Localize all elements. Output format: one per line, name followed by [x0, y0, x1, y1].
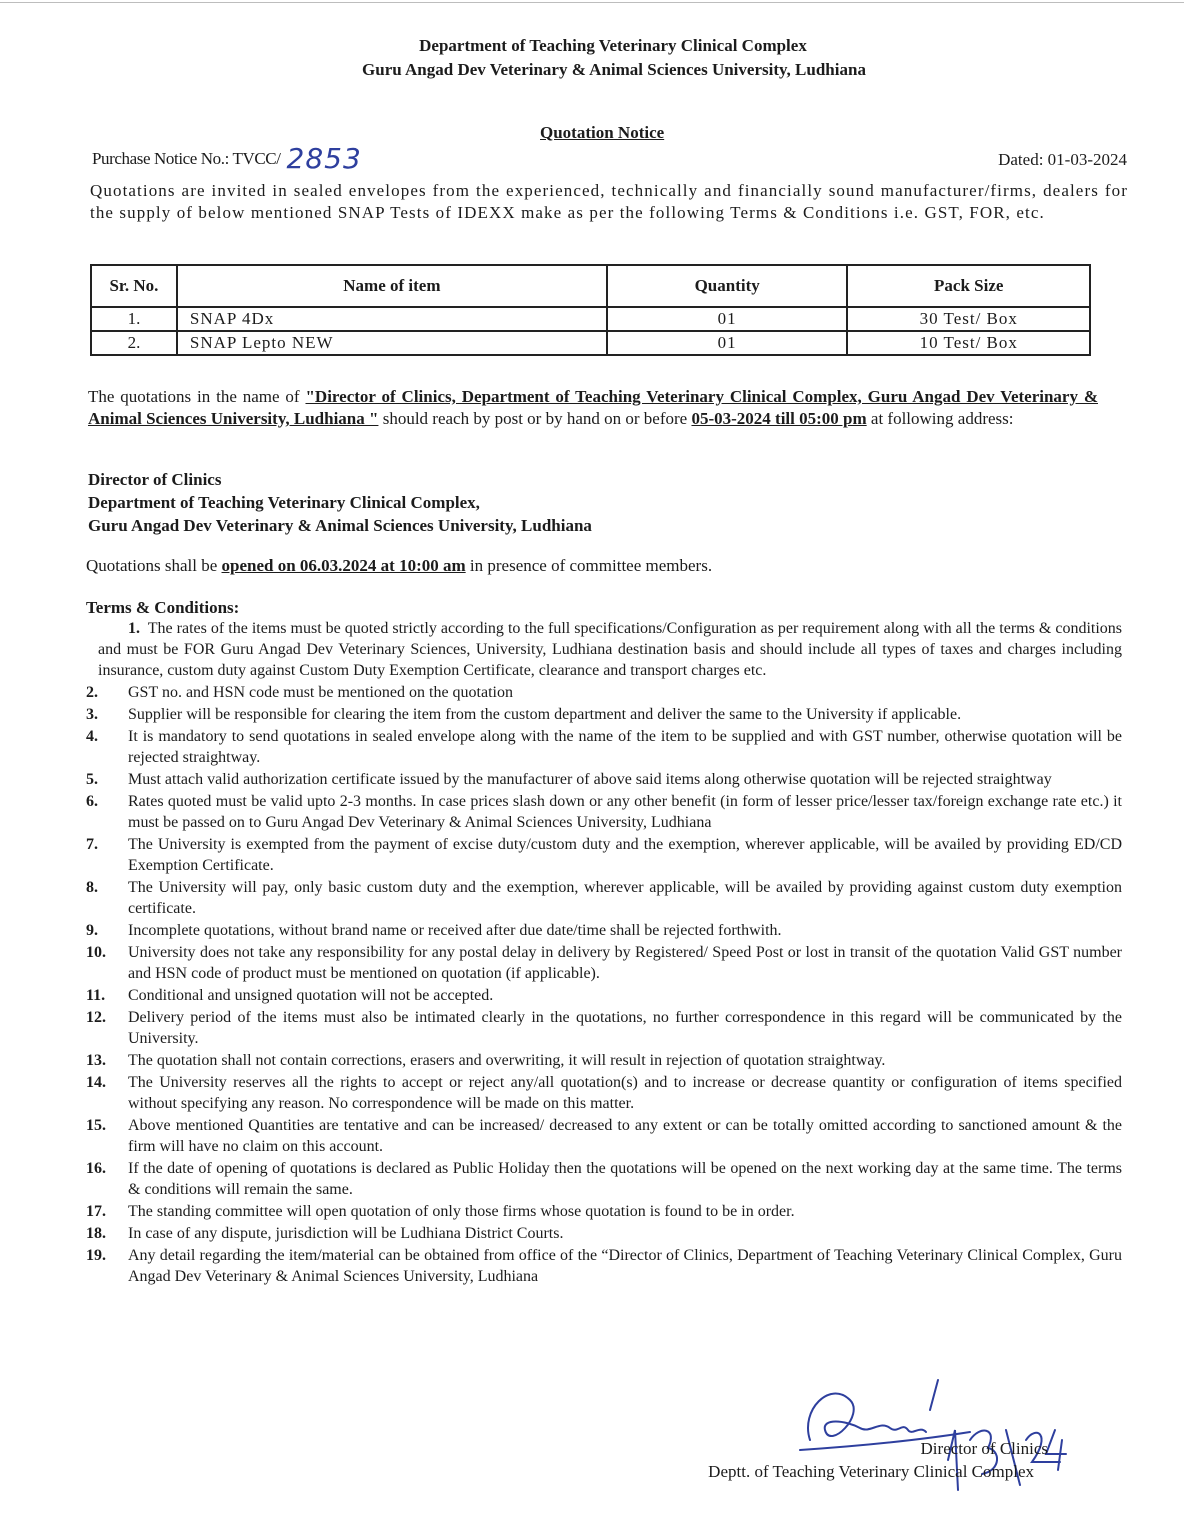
term-number: 5. — [86, 771, 98, 788]
header-item-name: Name of item — [177, 265, 607, 307]
term-text: The University reserves all the rights to accept or reject any/all quotation(s) and to increase or decrease quantity or configuration of items specified without specifying any reason. No correspondence will be made on this matter. — [128, 1074, 1122, 1112]
list-item — [76, 726, 1122, 768]
list-item — [76, 618, 1122, 681]
term-number: 11. — [86, 987, 106, 1004]
address-line-3: Guru Angad Dev Veterinary & Animal Sciences University, Ludhiana — [88, 516, 592, 535]
term-number: 12. — [86, 1009, 106, 1026]
opening-date: opened on 06.03.2024 at 10:00 am — [221, 556, 466, 575]
term-number: 16. — [86, 1160, 106, 1177]
cell-item-name: SNAP 4Dx — [177, 307, 607, 331]
address-line-2: Department of Teaching Veterinary Clinical Complex, — [88, 493, 480, 512]
list-item — [76, 834, 1122, 876]
header-pack-size: Pack Size — [847, 265, 1090, 307]
term-text: University does not take any responsibility for any postal delay in delivery by Registered/ Speed Post or lost in transit of the quotation Valid GST number and HSN code of product must be mentioned on quotation (if applicable). — [128, 944, 1122, 982]
list-item — [76, 1072, 1122, 1114]
submission-paragraph — [88, 386, 1098, 430]
list-item — [76, 769, 1122, 790]
submission-text: should reach by post or by hand on or before — [378, 409, 692, 428]
term-number: 19. — [86, 1247, 106, 1264]
intro-paragraph: Quotations are invited in sealed envelopes from the experienced, technically and financially sound manufacturer/firms, dealers for the supply of below mentioned SNAP Tests of IDEXX make as per the following Terms & Conditions i.e. GST, FOR, etc. — [90, 181, 1128, 222]
list-item — [76, 791, 1122, 833]
cell-pack-size: 30 Test/ Box — [847, 307, 1090, 331]
list-item — [76, 877, 1122, 919]
submission-text: at following address: — [866, 409, 1014, 428]
term-number: 1. — [128, 620, 140, 637]
list-item — [76, 942, 1122, 984]
header-sr-no: Sr. No. — [91, 265, 177, 307]
list-item — [76, 1007, 1122, 1049]
list-item — [76, 1050, 1122, 1071]
term-number: 14. — [86, 1074, 106, 1091]
term-number: 15. — [86, 1117, 106, 1134]
term-number: 10. — [86, 944, 106, 961]
term-text: Must attach valid authorization certificate issued by the manufacturer of above said items along otherwise quotation will be rejected straightway — [128, 771, 1052, 788]
list-item — [76, 704, 1122, 725]
items-table — [90, 264, 1091, 356]
term-text: Above mentioned Quantities are tentative and can be increased/ decreased to any extent or can be totally omitted according to sanctioned amount & the firm will have no claim on this account. — [128, 1117, 1122, 1155]
term-number: 8. — [86, 879, 98, 896]
cell-sr: 2. — [91, 331, 177, 355]
list-item — [76, 985, 1122, 1006]
signatory-title: Director of Clinics — [920, 1439, 1048, 1458]
list-item — [76, 682, 1122, 703]
term-text: It is mandatory to send quotations in sealed envelope along with the name of the item to be supplied and with GST number, otherwise quotation will be rejected straightway. — [128, 728, 1122, 766]
term-text: In case of any dispute, jurisdiction will be Ludhiana District Courts. — [128, 1225, 564, 1242]
notice-title: Quotation Notice — [540, 123, 665, 142]
term-number: 4. — [86, 728, 98, 745]
cell-quantity: 01 — [607, 331, 848, 355]
term-number: 18. — [86, 1225, 106, 1242]
term-text: Delivery period of the items must also be intimated clearly in the quotations, no further correspondence in this regard will be communicated by the University. — [128, 1009, 1122, 1047]
term-text: Rates quoted must be valid upto 2-3 months. In case prices slash down or any other benefit (in form of lesser price/lesser tax/foreign exchange rate etc.) it must be passed on to Guru Angad Dev Veterinary & Animal Sciences University, Ludhiana — [128, 793, 1122, 831]
term-number: 6. — [86, 793, 98, 810]
purchase-notice-number — [92, 138, 362, 175]
term-number: 9. — [86, 922, 98, 939]
term-number: 17. — [86, 1203, 106, 1220]
opening-paragraph — [86, 556, 712, 576]
term-text: The University will pay, only basic custom duty and the exemption, wherever applicable, will be availed by providing against custom duty exemption certificate. — [128, 879, 1122, 917]
terms-heading: Terms & Conditions: — [86, 598, 240, 617]
term-text: The rates of the items must be quoted strictly according to the full specifications/Configuration as per requirement along with all the terms & conditions and must be FOR Guru Angad Dev Veterinary Sciences, University, Ludhiana destination basis and should include all types of taxes and charges including insurance, custom duty against Custom Duty Exemption Certificate, clearance and transport charges etc. — [98, 620, 1122, 679]
table-row — [91, 307, 1090, 331]
term-number: 13. — [86, 1052, 106, 1069]
terms-list — [76, 618, 1122, 1288]
term-text: The quotation shall not contain corrections, erasers and overwriting, it will result in rejection of quotation straightway. — [128, 1052, 886, 1069]
signatory-office: Deptt. of Teaching Veterinary Clinical Complex — [708, 1462, 1034, 1481]
address-line-1: Director of Clinics — [88, 470, 222, 489]
term-number: 3. — [86, 706, 98, 723]
term-text: GST no. and HSN code must be mentioned on the quotation — [128, 684, 513, 701]
list-item — [76, 1158, 1122, 1200]
submission-text: The quotations in the name of — [88, 387, 306, 406]
list-item — [76, 1201, 1122, 1222]
addressee-name: "Director of Clinics, Department of Teaching Veterinary Clinical Complex, Guru Angad Dev Veterinary & Animal Sciences University, Ludhiana " — [88, 387, 1098, 428]
scan-edge-line — [0, 2, 1184, 3]
table-row — [91, 331, 1090, 355]
term-text: The University is exempted from the payment of excise duty/custom duty and the exemption, wherever applicable, will be availed by providing ED/CD Exemption Certificate. — [128, 836, 1122, 874]
term-number: 2. — [86, 684, 98, 701]
opening-text: in presence of committee members. — [465, 556, 713, 575]
list-item — [76, 1115, 1122, 1157]
header-quantity: Quantity — [607, 265, 848, 307]
cell-item-name: SNAP Lepto NEW — [177, 331, 607, 355]
cell-quantity: 01 — [607, 307, 848, 331]
term-number: 7. — [86, 836, 98, 853]
term-text: The standing committee will open quotation of only those firms whose quotation is found to be in order. — [128, 1203, 795, 1220]
submission-deadline: 05-03-2024 till 05:00 pm — [691, 409, 867, 428]
notice-date: Dated: 01-03-2024 — [998, 150, 1127, 169]
handwritten-notice-number: 2853 — [286, 142, 362, 175]
purchase-notice-label: Purchase Notice No.: TVCC/ — [92, 149, 281, 168]
list-item — [76, 1245, 1122, 1287]
term-text: Any detail regarding the item/material can be obtained from office of the “Director of Clinics, Department of Teaching Veterinary Clinical Complex, Guru Angad Dev Veterinary & Animal Sciences University, Ludhiana — [128, 1247, 1122, 1285]
department-heading: Department of Teaching Veterinary Clinical Complex — [419, 36, 807, 55]
list-item — [76, 920, 1122, 941]
opening-text: Quotations shall be — [86, 556, 222, 575]
table-header-row — [91, 265, 1090, 307]
term-text: If the date of opening of quotations is declared as Public Holiday then the quotations will be opened on the next working day at the same time. The terms & conditions will remain the same. — [128, 1160, 1122, 1198]
cell-pack-size: 10 Test/ Box — [847, 331, 1090, 355]
list-item — [76, 1223, 1122, 1244]
term-text: Conditional and unsigned quotation will not be accepted. — [128, 987, 494, 1004]
term-text: Incomplete quotations, without brand name or received after due date/time shall be rejected forthwith. — [128, 922, 782, 939]
university-heading: Guru Angad Dev Veterinary & Animal Sciences University, Ludhiana — [362, 60, 866, 79]
term-text: Supplier will be responsible for clearing the item from the custom department and deliver the same to the University if applicable. — [128, 706, 962, 723]
cell-sr: 1. — [91, 307, 177, 331]
